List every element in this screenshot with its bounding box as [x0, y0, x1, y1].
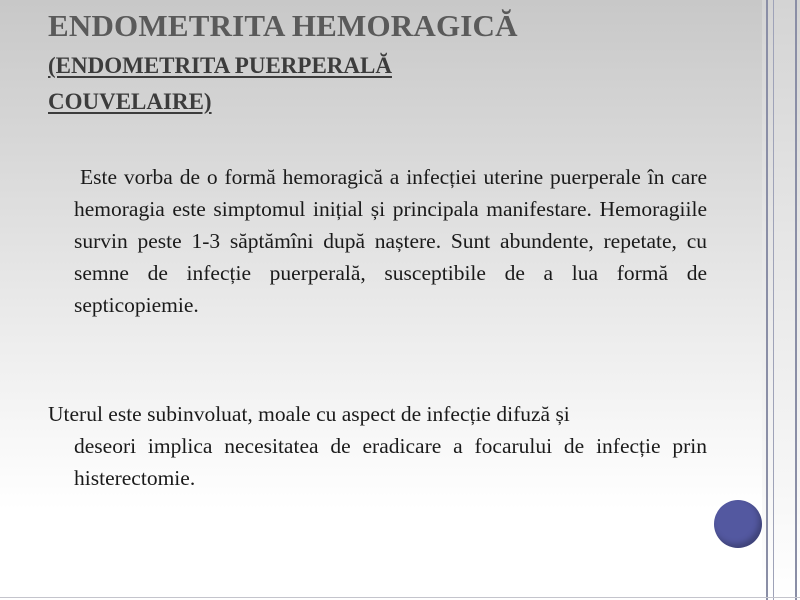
body-paragraph-1: Este vorba de o formă hemoragică a infecției uterine puerperale în care hemoragia este simptomul inițial și principala manifestare. Hemoragiile survin peste 1-3 săptămîni după naștere. Sunt abundente, repetate, cu semne de infecție puerperală, susceptibile de a lua formă de septicopiemie.: [74, 165, 707, 317]
accent-circle: [714, 500, 762, 548]
decor-line: [773, 0, 774, 600]
bottom-divider: [0, 597, 800, 598]
slide-subtitle-line1: (ENDOMETRITA PUERPERALĂ: [48, 53, 392, 78]
decor-line: [766, 0, 768, 600]
decor-line: [795, 0, 797, 600]
body-paragraph-2: [48, 398, 707, 494]
body-paragraph-2-first-line: Uterul este subinvoluat, moale cu aspect de infecție difuză și: [48, 402, 570, 426]
slide-subtitle-line2: COUVELAIRE): [48, 89, 212, 114]
slide-title-block: [48, 4, 748, 120]
body-paragraph-2-rest: deseori implica necesitatea de eradicare a focarului de infecție prin histerectomie.: [74, 434, 707, 490]
slide-title: ENDOMETRITA HEMORAGICĂ: [48, 8, 518, 43]
